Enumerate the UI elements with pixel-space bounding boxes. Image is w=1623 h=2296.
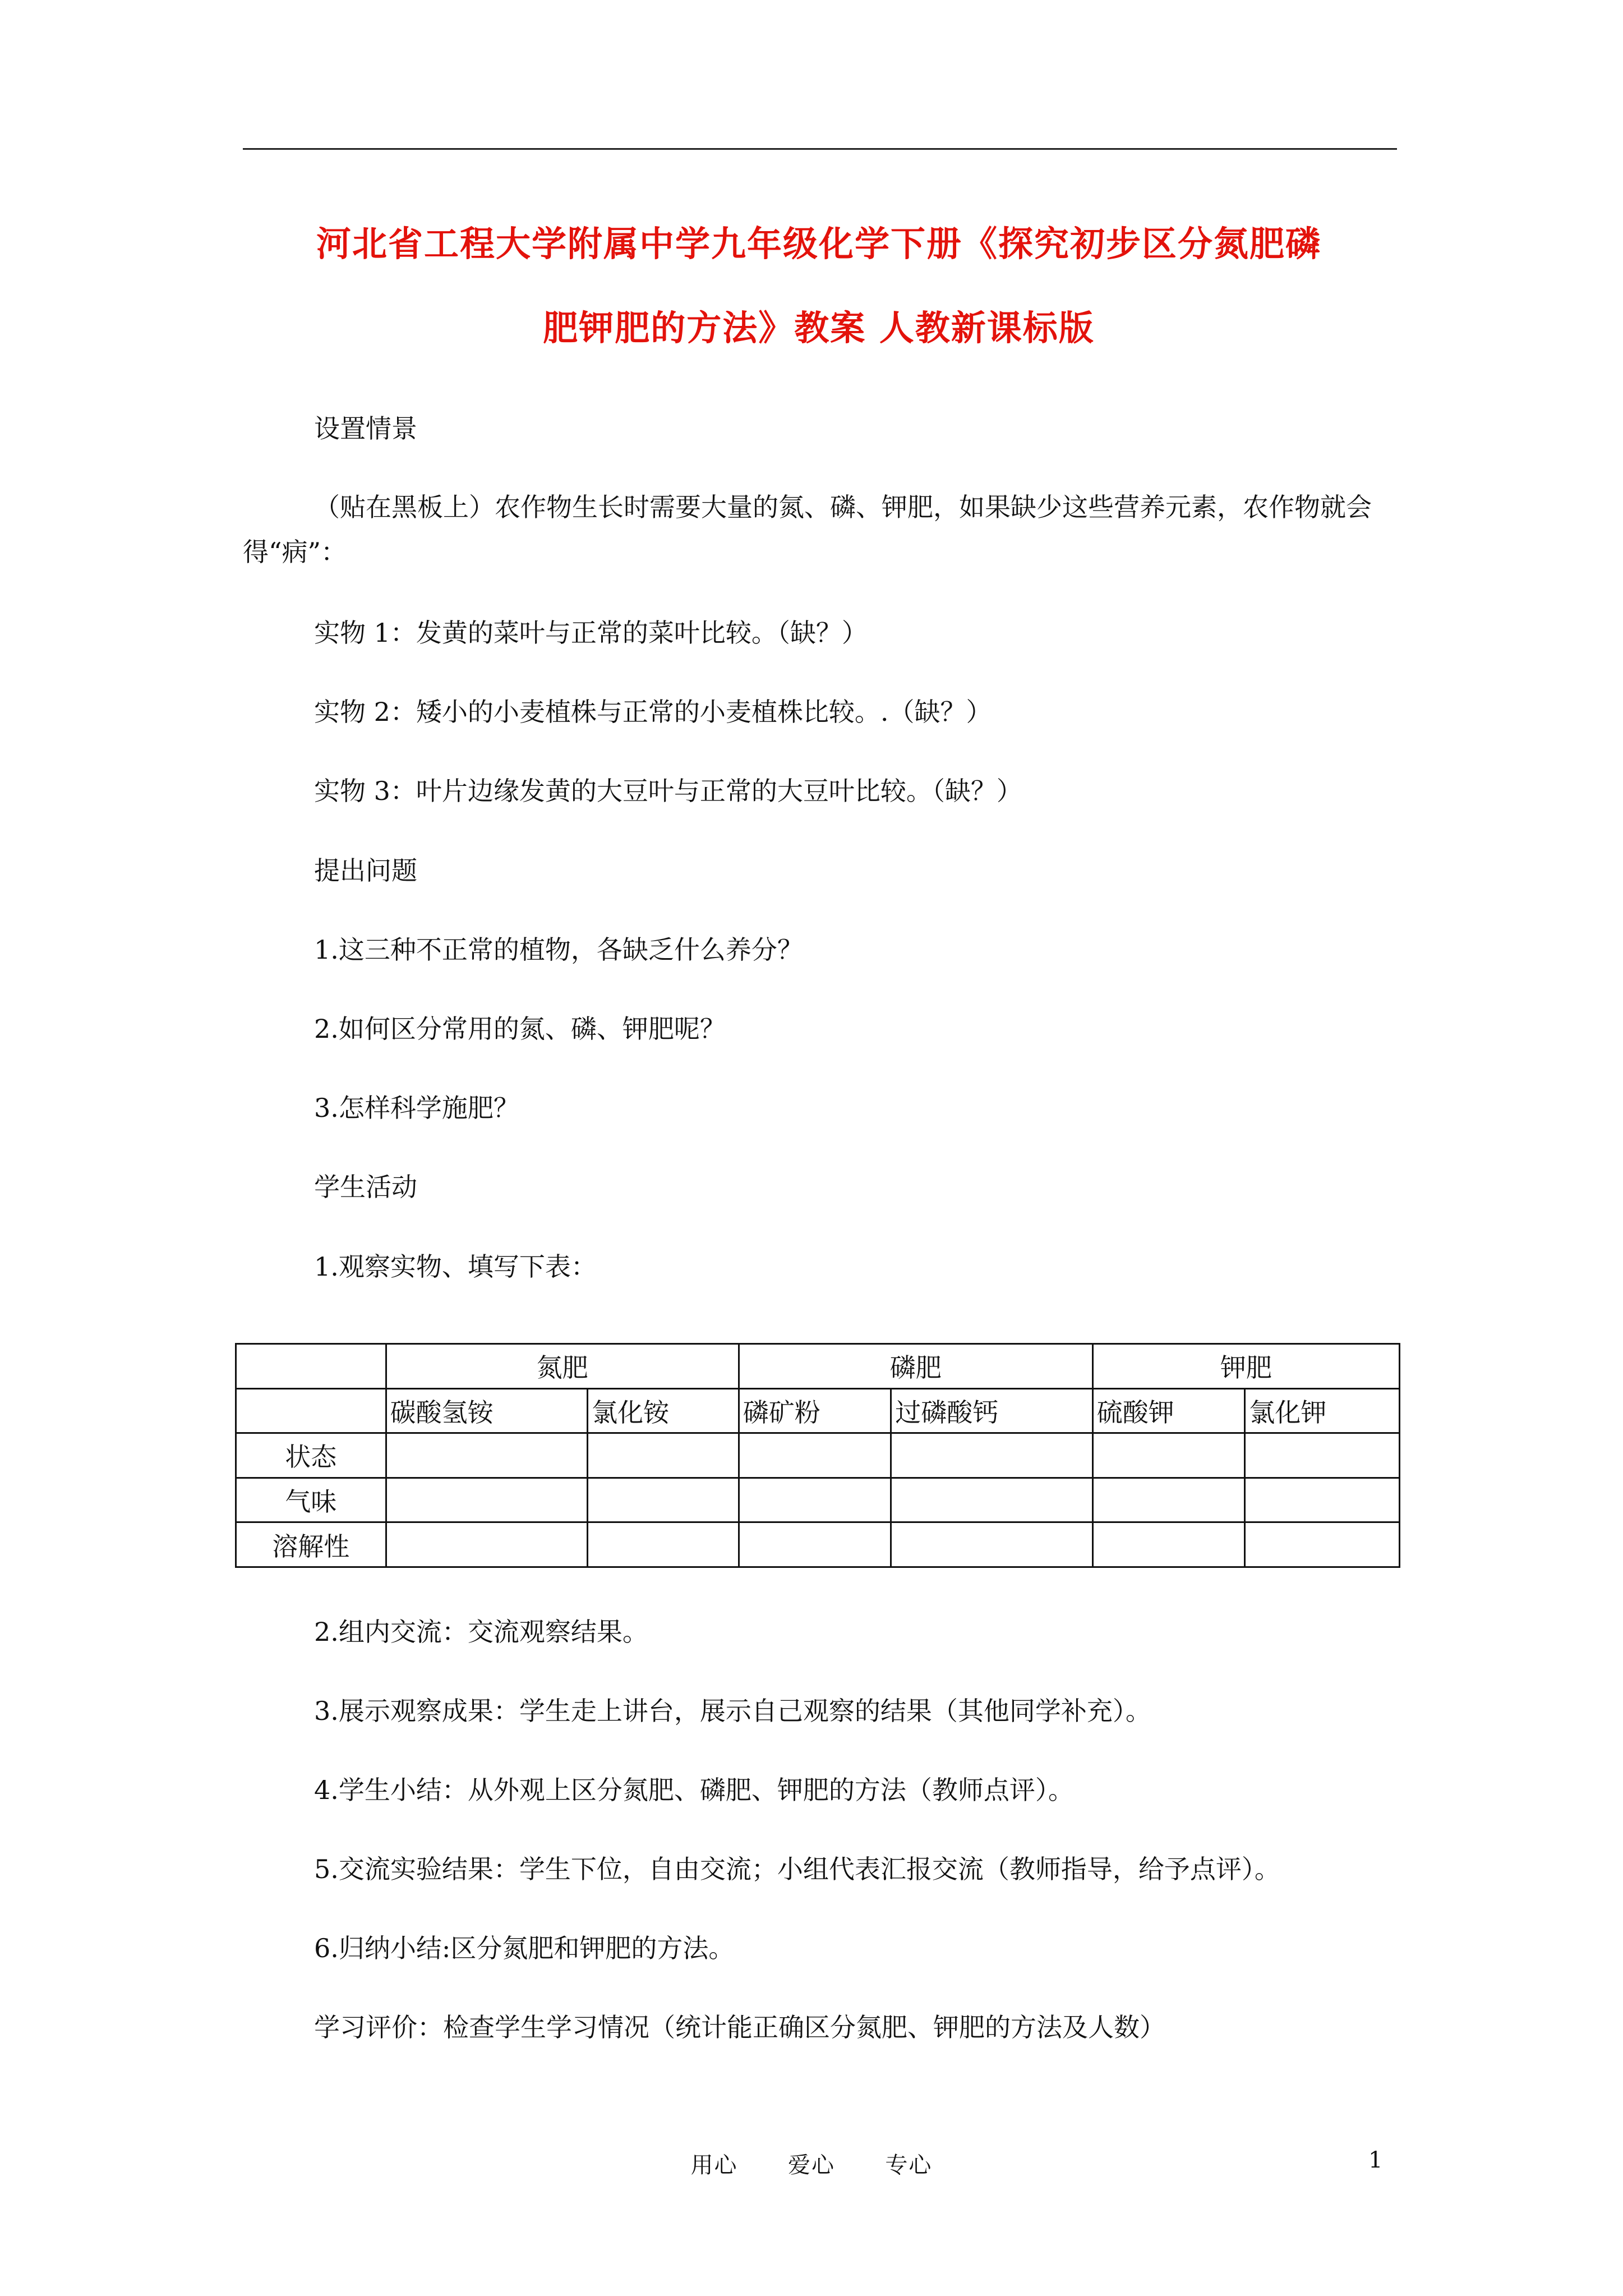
table-row-label: 状态 bbox=[236, 1433, 386, 1478]
table-cell bbox=[739, 1433, 891, 1478]
footer-motto: 用心 爱心 专心 bbox=[690, 2152, 933, 2178]
title-line-2: 肥钾肥的方法》教案 人教新课标版 bbox=[543, 307, 1095, 348]
table-empty-cell bbox=[236, 1388, 386, 1433]
table-cell bbox=[588, 1522, 739, 1567]
table-row bbox=[236, 1433, 1400, 1478]
specimen-item-1: 实物 1：发黄的菜叶与正常的菜叶比较。（缺？） bbox=[314, 618, 868, 648]
table-cell bbox=[588, 1433, 739, 1478]
table-item-header: 磷矿粉 bbox=[739, 1388, 891, 1433]
table-item-header: 硫酸钾 bbox=[1092, 1388, 1245, 1433]
table-cell bbox=[1092, 1433, 1245, 1478]
table-group-header: 钾肥 bbox=[1092, 1344, 1399, 1389]
table-item-header: 过磷酸钙 bbox=[891, 1388, 1092, 1433]
table-cell bbox=[891, 1478, 1092, 1522]
activity-3: 3.展示观察成果：学生走上讲台，展示自己观察的结果（其他同学补充）。 bbox=[314, 1696, 1151, 1726]
activity-6: 6.归纳小结:区分氮肥和钾肥的方法。 bbox=[314, 1933, 735, 1963]
table-row-label: 气味 bbox=[236, 1478, 386, 1522]
section-heading-setting: 设置情景 bbox=[314, 413, 417, 444]
table-header-row-items bbox=[236, 1388, 1400, 1433]
activity-5: 5.交流实验结果：学生下位，自由交流；小组代表汇报交流（教师指导，给予点评）。 bbox=[314, 1854, 1280, 1884]
table-cell bbox=[1245, 1478, 1400, 1522]
table-cell bbox=[386, 1433, 587, 1478]
table-row bbox=[236, 1478, 1400, 1522]
table-item-header: 氯化钾 bbox=[1245, 1388, 1400, 1433]
question-1: 1.这三种不正常的植物，各缺乏什么养分？ bbox=[314, 935, 803, 965]
observation-table bbox=[235, 1343, 1400, 1568]
intro-paragraph: （贴在黑板上）农作物生长时需要大量的氮、磷、钾肥，如果缺少这些营养元素，农作物就会得“病”： bbox=[243, 492, 1372, 567]
table-row bbox=[236, 1522, 1400, 1567]
table-cell bbox=[588, 1478, 739, 1522]
table-cell bbox=[891, 1433, 1092, 1478]
activity-2: 2.组内交流：交流观察结果。 bbox=[314, 1617, 648, 1647]
table-cell bbox=[1092, 1478, 1245, 1522]
table-row-label: 溶解性 bbox=[236, 1522, 386, 1567]
activity-4: 4.学生小结：从外观上区分氮肥、磷肥、钾肥的方法（教师点评）。 bbox=[314, 1775, 1074, 1805]
question-2: 2.如何区分常用的氮、磷、钾肥呢？ bbox=[314, 1014, 726, 1044]
question-3: 3.怎样科学施肥？ bbox=[314, 1093, 519, 1123]
specimen-item-3: 实物 3：叶片边缘发黄的大豆叶与正常的大豆叶比较。（缺？） bbox=[314, 776, 1022, 806]
table-cell bbox=[1245, 1522, 1400, 1567]
table-item-header: 碳酸氢铵 bbox=[386, 1388, 587, 1433]
title-line-1: 河北省工程大学附属中学九年级化学下册《探究初步区分氮肥磷 bbox=[316, 223, 1321, 264]
activity-1: 1.观察实物、填写下表： bbox=[314, 1251, 597, 1282]
table-group-header: 氮肥 bbox=[386, 1344, 739, 1389]
table-cell bbox=[386, 1522, 587, 1567]
table-corner-cell bbox=[236, 1344, 386, 1389]
specimen-item-2: 实物 2：矮小的小麦植株与正常的小麦植株比较。.（缺？） bbox=[314, 697, 992, 727]
table-cell bbox=[739, 1522, 891, 1567]
table-group-header: 磷肥 bbox=[739, 1344, 1092, 1389]
section-heading-questions: 提出问题 bbox=[314, 855, 417, 886]
header-rule bbox=[243, 148, 1397, 150]
table-cell bbox=[891, 1522, 1092, 1567]
table-cell bbox=[1092, 1522, 1245, 1567]
document-title bbox=[236, 202, 1402, 370]
table-cell bbox=[1245, 1433, 1400, 1478]
page-number: 1 bbox=[1368, 2147, 1383, 2173]
table-item-header: 氯化铵 bbox=[588, 1388, 739, 1433]
learning-evaluation: 学习评价：检查学生学习情况（统计能正确区分氮肥、钾肥的方法及人数） bbox=[314, 2012, 1165, 2042]
table-cell bbox=[386, 1478, 587, 1522]
section-heading-activity: 学生活动 bbox=[314, 1172, 417, 1202]
table-cell bbox=[739, 1478, 891, 1522]
table-header-row-groups bbox=[236, 1344, 1400, 1389]
